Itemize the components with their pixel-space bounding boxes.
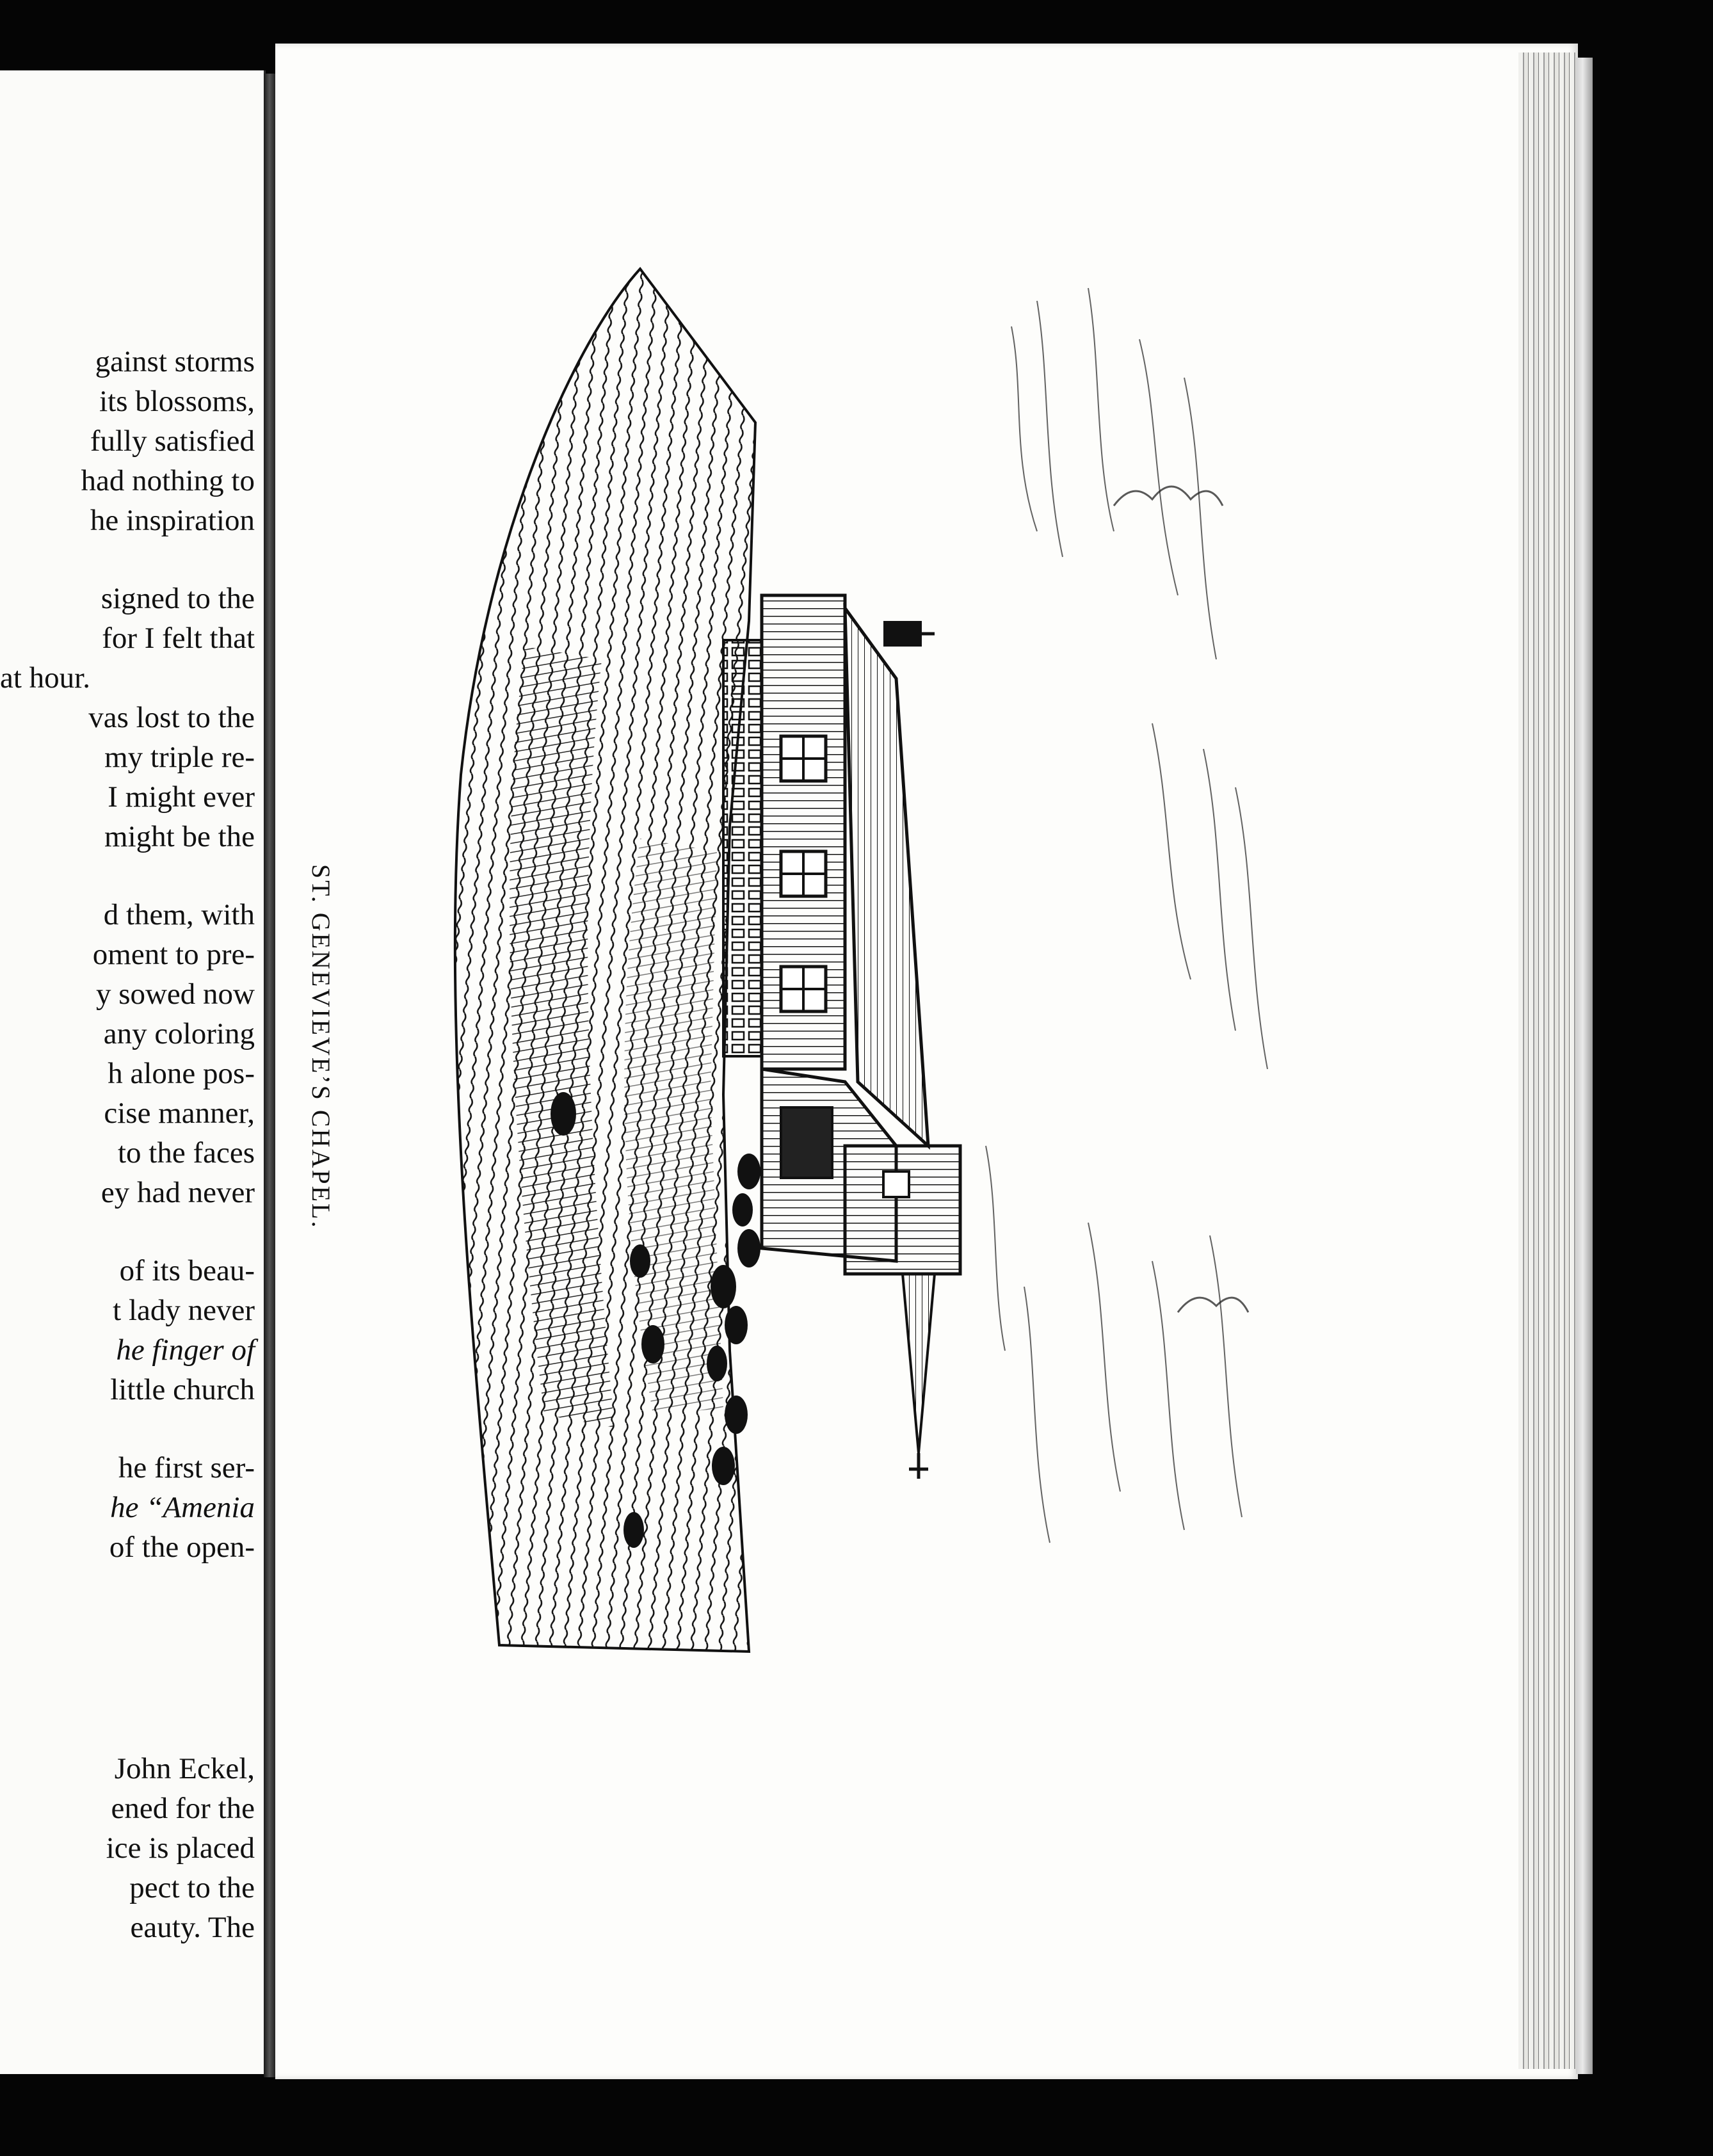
text-line: had nothing to [81,464,255,497]
text-line: any coloring [103,1017,255,1050]
text-line: of its beau- [119,1254,255,1287]
church-roof [845,608,928,1146]
text-line: t lady never [113,1294,255,1327]
text-line: at hour. [0,661,90,695]
text-line: he first ser- [118,1451,255,1484]
chapel-engraving [448,262,1293,1664]
cover-edge [1576,58,1593,2074]
text-line: cise manner, [104,1097,255,1130]
front-door [781,1107,832,1178]
text-line: he finger of [116,1333,255,1367]
text-line: little church [110,1373,255,1406]
text-line: ey had never [101,1176,255,1209]
text-line: pect to the [129,1871,255,1904]
text-line: I might ever [108,780,255,814]
sky-clouds [986,288,1267,1543]
text-line: y sowed now [95,977,255,1011]
text-line: oment to pre- [92,938,255,971]
text-line: d them, with [103,898,255,931]
chimney [883,621,922,647]
text-line: vas lost to the [88,701,255,734]
spire [903,1274,935,1453]
left-page [0,70,266,2074]
text-line: eauty. The [130,1911,255,1944]
text-line: gainst storms [95,345,255,378]
text-line: h alone pos- [108,1057,255,1090]
stone-foundation [723,640,762,1056]
text-line: ice is placed [106,1831,255,1865]
text-line: its blossoms, [99,385,255,418]
text-line: my triple re- [104,741,255,774]
text-line: for I felt that [102,622,255,655]
text-line: John Eckel, [114,1752,255,1785]
cloud-puffs [1114,487,1248,1312]
illustration-caption: ST. GENEVIEVE’S CHAPEL. [307,864,335,1230]
page-edges [1518,52,1576,2069]
text-line: might be the [104,820,255,853]
text-line: to the faces [117,1136,255,1170]
bell-tower [845,1146,960,1274]
text-line: ened for the [111,1792,255,1825]
text-line: fully satisfied [90,424,255,458]
text-line: he inspiration [90,504,255,537]
tower-window [883,1171,909,1197]
text-line: signed to the [101,582,255,615]
text-line: of the open- [109,1531,255,1564]
text-line: he “Amenia [110,1491,255,1524]
book-gutter [264,74,275,2077]
